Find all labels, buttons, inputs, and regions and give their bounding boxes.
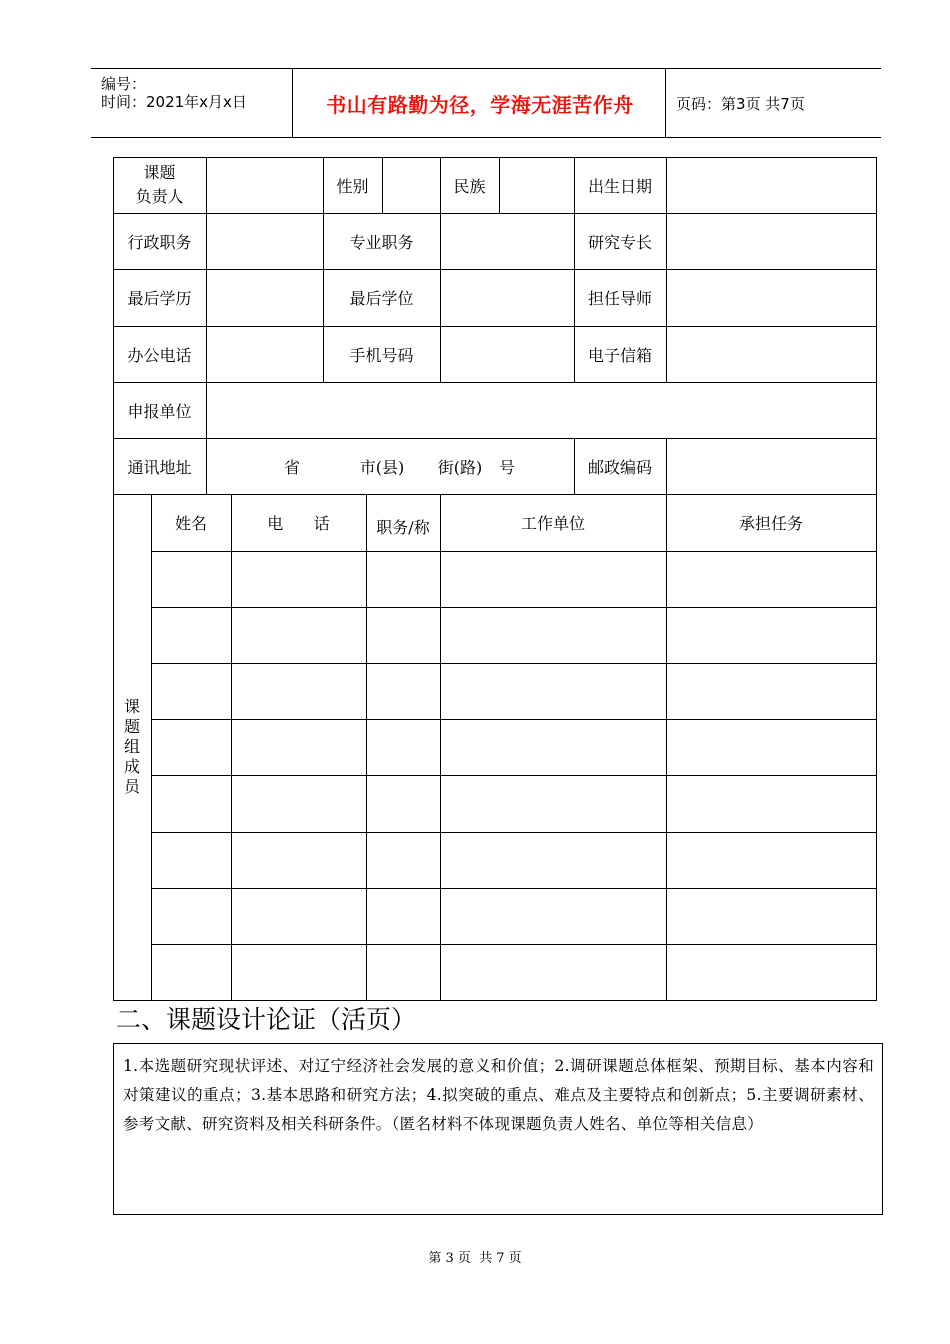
leader-name-field[interactable] [206,157,323,213]
education-label: 最后学历 [127,289,192,308]
serial-label: 编号： [101,75,147,93]
leader-label: 课题 负责人 [135,163,184,206]
page-info: 页码：第3页 共7页 [676,94,805,113]
mobile-label: 手机号码 [349,345,414,365]
education-field[interactable] [206,269,323,326]
unit-field[interactable] [206,382,876,438]
header-divider [665,69,666,137]
prof-post-field[interactable] [440,213,574,269]
ethnicity-field[interactable] [499,157,574,213]
members-header-phone: 电 话 [267,514,330,533]
number-label: 号 [498,457,515,477]
email-field[interactable] [666,326,876,382]
province-label: 省 [283,457,300,477]
members-header-unit: 工作单位 [520,514,585,533]
birth-date-field[interactable] [666,157,876,213]
time-line: 时间：2021年x月x日 [101,93,247,111]
header-motto: 书山有路勤为径，学海无涯苦作舟 [326,92,634,117]
members-side-label: 课 题 组 成 员 [123,697,140,796]
office-phone-field[interactable] [206,326,323,382]
postcode-label: 邮政编码 [587,457,652,477]
address-label: 通讯地址 [127,457,192,477]
ethnicity-label: 民族 [453,176,486,196]
unit-label: 申报单位 [127,401,192,421]
email-label: 电子信箱 [587,345,652,365]
members-header-title: 职务/称 [376,518,430,537]
mobile-field[interactable] [440,326,574,382]
postcode-field[interactable] [666,438,876,494]
tutor-field[interactable] [666,269,876,326]
section-title: 二、课题设计论证（活页） [116,1005,417,1034]
admin-post-label: 行政职务 [127,232,192,252]
birth-date-label: 出生日期 [587,176,652,196]
office-phone-label: 办公电话 [127,345,192,365]
city-label: 市(县) [359,457,405,477]
gender-label: 性别 [336,176,369,196]
degree-field[interactable] [440,269,574,326]
gender-field[interactable] [382,157,440,213]
members-header-task: 承担任务 [738,514,803,533]
admin-post-field[interactable] [206,213,323,269]
page-footer: 第 3 页 共 7 页 [428,1251,522,1266]
members-header-name: 姓名 [174,514,207,533]
street-label: 街(路) [437,457,483,477]
tutor-label: 担任导师 [587,289,652,308]
degree-label: 最后学位 [349,289,414,308]
page-header [91,68,881,138]
design-argument-box[interactable] [113,1043,883,1215]
specialty-field[interactable] [666,213,876,269]
specialty-label: 研究专长 [587,232,652,252]
design-argument-instructions: 1.本选题研究现状评述、对辽宁经济社会发展的意义和价值；2.调研课题总体框架、预期目标、基本内容和对策建议的重点；3.基本思路和研究方法；4.拟突破的重点、难点及主要特点和创新点；5.主要调研素材、参考文献、研究资料及相关科研条件。（匿名材料不体现课题负责人姓名、单位等相关信息） [123,1057,874,1133]
prof-post-label: 专业职务 [349,232,414,252]
